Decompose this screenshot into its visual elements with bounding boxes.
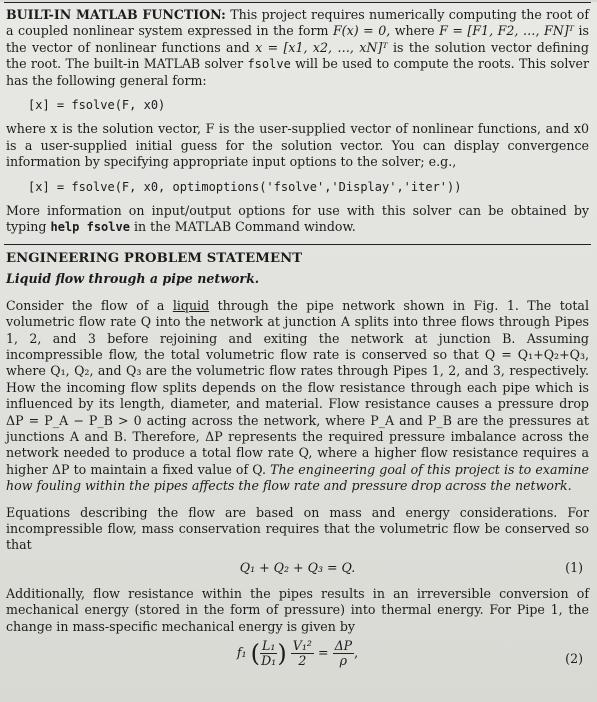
equations-paragraph: Equations describing the flow are based on mass and energy considerations. For incompressible flow, mass conservation requires that the volumetric flow be conserved so that — [6, 504, 589, 553]
section-lead: BUILT-IN MATLAB FUNCTION: — [6, 7, 226, 22]
code-fsolve-basic: [x] = fsolve(F, x0) — [28, 98, 166, 113]
equation-1: Q₁ + Q₂ + Q₃ = Q. (1) — [239, 559, 583, 575]
equation-1-number: (1) — [565, 559, 583, 575]
liquid-link[interactable]: liquid — [172, 297, 210, 313]
energy-paragraph: Additionally, flow resistance within the pipes results in an irreversible conversion of mechanical energy (stored in the form of pressure) into thermal energy. For Pipe 1, the change in mass-specific mechanical energy is given by — [6, 585, 589, 634]
problem-section — [6, 251, 589, 679]
solver-description: where x is the solution vector, F is the user-supplied vector of nonlinear functions, and x0 is a user-supplied initial guess for the solution vector. You can display convergence information by specifying appropriate input options to the solver; e.g., — [6, 121, 589, 170]
section-heading: ENGINEERING PROBLEM STATEMENT — [6, 250, 303, 266]
document-page — [0, 2, 597, 702]
problem-paragraph: Consider the flow of a liquid through the pipe network shown in Fig. 1. The total volumetric flow rate Q into the network at junction A splits into three flows through Pipes 1, 2, and 3 before rejoining and exiting the network at junction B. Assuming incompressible flow, the total volumetric flow rate is conserved so that Q = Q₁+Q₂+Q₃, where Q₁, Q₂, and Q₃ are the volumetric flow rates through Pipes 1, 2, and 3, respectively. How the incoming flow splits depends on the flow resistance through each pipe which is influenced by its length, diameter, and material. Flow resistance causes a pressure drop ΔP = P_A − P_B > 0 acting across the network, where P_A and P_B are the pressures at junctions A and B. Therefore, ΔP represents the required pressure imbalance across the network needed to produce a total flow rate Q, where a higher flow resistance requires a higher ΔP to maintain a fixed value of Q. The engineering goal of this project is to examine how fouling within the pipes affects the flow rate and pressure drop across the network. — [6, 297, 589, 494]
code-fsolve-options: [x] = fsolve(F, x0, optimoptions('fsolve','Display','iter')) — [28, 179, 462, 194]
help-paragraph: More information on input/output options for use with this solver can be obtained by typing help fsolve in the MATLAB Command window. — [6, 203, 589, 235]
matlab-section — [6, 3, 589, 236]
intro-paragraph: BUILT-IN MATLAB FUNCTION: This project requires numerically computing the root of a coupled nonlinear system expressed in the form F(x) = 0, where F = [F1, F2, …, FN]ᵀ is the vector of nonlinear functions and x = [x1, x2, …, xN]ᵀ is the solution vector defining the root. The built-in MATLAB solver fsolve will be used to compute the roots. This solver has the following general form: — [6, 7, 589, 88]
equation-2: f₁ ( $\frac{\text{L₁}}{\text{D₁}}$ ) $\frac{\text{V₁²}}{2}$ = $\frac{\Delta P}{\rho}$ , (2) — [236, 638, 583, 668]
section-rule — [4, 244, 591, 245]
section-subheading: Liquid flow through a pipe network. — [6, 271, 260, 287]
equation-2-number: (2) — [565, 651, 583, 666]
